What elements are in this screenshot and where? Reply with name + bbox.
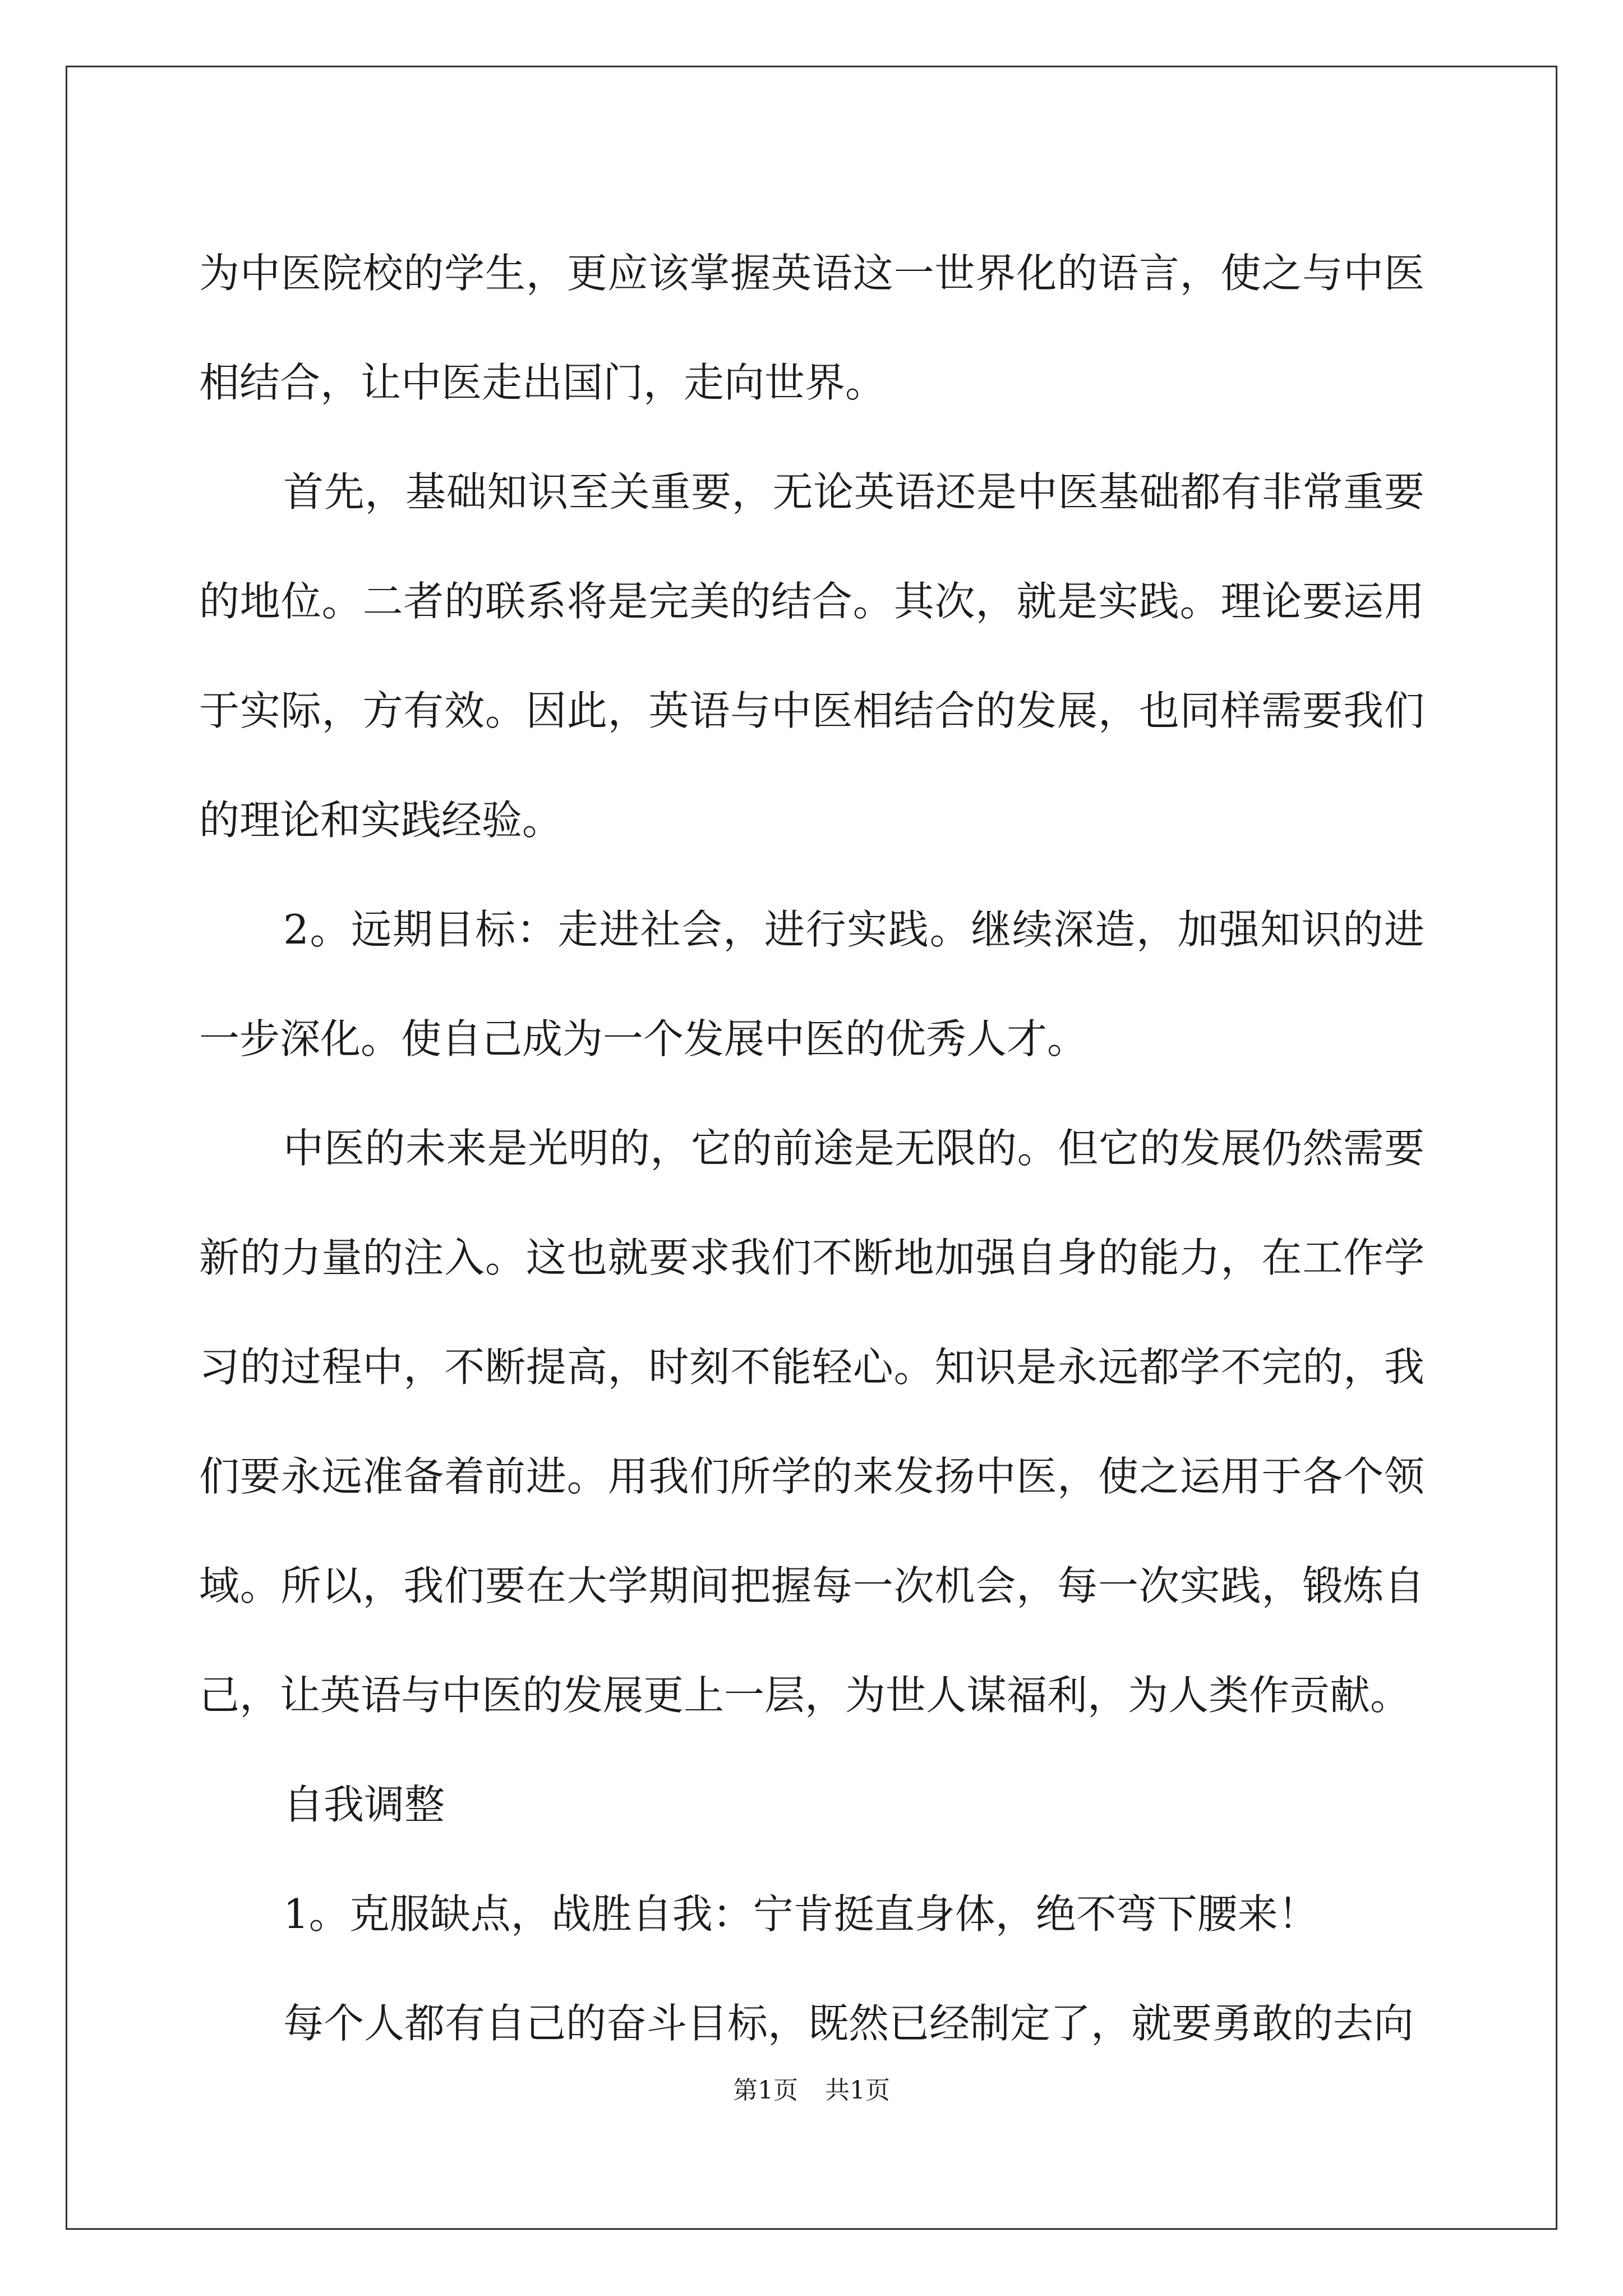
- paragraph-4: 中医的未来是光明的，它的前途是无限的。但它的发展仍然需要新的力量的注入。这也就要求我们不断地加强自身的能力，在工作学习的过程中，不断提高，时刻不能轻心。知识是永远都学不完的，我们要永远准备着前进。用我们所学的来发扬中医，使之运用于各个领域。所以，我们要在大学期间把握每一次机会，每一次实践，锻炼自己，让英语与中医的发展更上一层，为世人谋福利，为人类作贡献。: [199, 1125, 1424, 1719]
- page-total: 共1页: [825, 2076, 890, 2105]
- paragraph-3: 2。远期目标：走进社会，进行实践。继续深造，加强知识的进一步深化。使自己成为一个发展中医的优秀人才。: [199, 906, 1424, 1062]
- section-heading-self-adjustment: 自我调整: [283, 1781, 445, 1828]
- paragraph-2: 首先，基础知识至关重要，无论英语还是中医基础都有非常重要的地位。二者的联系将是完美的结合。其次，就是实践。理论要运用于实际，方有效。因此，英语与中医相结合的发展，也同样需要我们的理论和实践经验。: [199, 468, 1424, 844]
- page-footer: [0, 2070, 1623, 2106]
- document-body: [199, 219, 1424, 2078]
- page-number: 第1页: [733, 2076, 798, 2105]
- paragraph-1: 为中医院校的学生，更应该掌握英语这一世界化的语言，使之与中医相结合，让中医走出国门，走向世界。: [199, 250, 1424, 406]
- paragraph-6: 1。克服缺点，战胜自我：宁肯挺直身体，绝不弯下腰来！: [283, 1890, 1318, 1938]
- paragraph-7: 每个人都有自己的奋斗目标，既然已经制定了，就要勇敢的去向: [283, 2000, 1414, 2047]
